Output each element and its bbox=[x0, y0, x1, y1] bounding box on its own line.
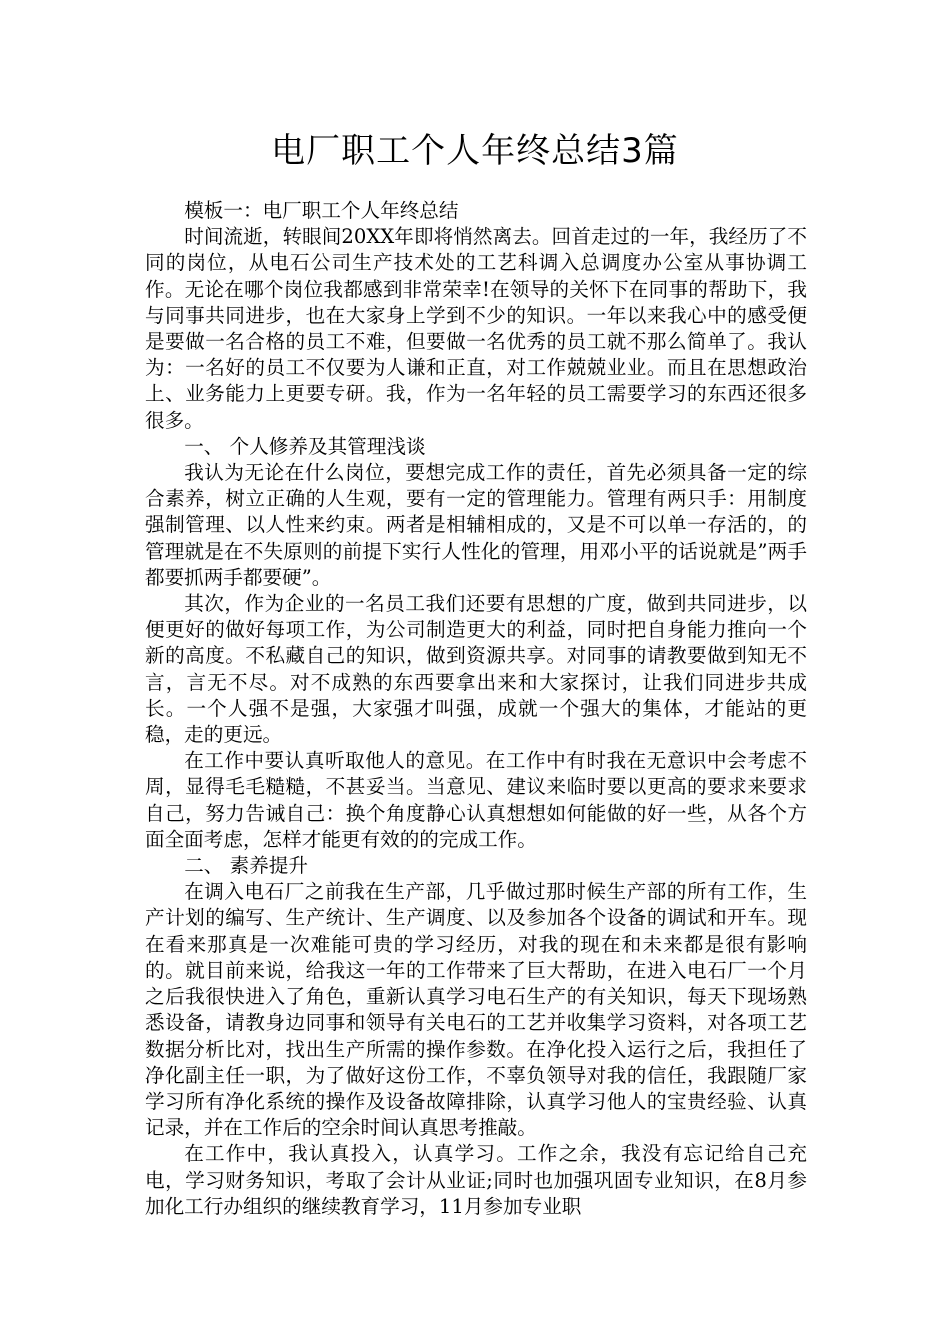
section-heading: 一、 个人修养及其管理浅谈 bbox=[184, 434, 426, 458]
paragraph: 我认为无论在什么岗位，要想完成工作的责任，首先必须具备一定的综合素养，树立正确的人生观，要有一定的管理能力。管理有两只手：用制度强制管理、以人性来约束。两者是相辅相成的，又是不可以单一存活的，的管理就是在不失原则的前提下实行人性化的管理，用邓小平的话说就是”两手都要抓两手都要硬”。 bbox=[145, 461, 807, 589]
paragraph: 其次，作为企业的一名员工我们还要有思想的广度，做到共同进步，以便更好的做好每项工作，为公司制造更大的利益，同时把自身能力推向一个新的高度。不私藏自己的知识，做到资源共享。对同事的请教要做到知无不言，言无不尽。对不成熟的东西要拿出来和大家探讨，让我们同进步共成长。一个人强不是强，大家强才叫强，成就一个强大的集体，才能站的更稳，走的更远。 bbox=[145, 592, 807, 747]
paragraph: 时间流逝，转眼间20XX年即将悄然离去。回首走过的一年，我经历了不同的岗位，从电石公司生产技术处的工艺科调入总调度办公室从事协调工作。无论在哪个岗位我都感到非常荣幸!在领导的关怀下在同事的帮助下，我与同事共同进步，也在大家身上学到不少的知识。一年以来我心中的感受便是要做一名合格的员工不难，但要做一名优秀的员工就不那么简单了。我认为：一名好的员工不仅要为人谦和正直，对工作兢兢业业。而且在思想政治上、业务能力上更要专研。我，作为一名年轻的员工需要学习的东西还很多很多。 bbox=[145, 225, 807, 432]
document-body bbox=[145, 198, 807, 1220]
paragraph: 在调入电石厂之前我在生产部，几乎做过那时候生产部的所有工作，生产计划的编写、生产统计、生产调度、以及参加各个设备的调试和开车。现在看来那真是一次难能可贵的学习经历，对我的现在和未来都是很有影响的。就目前来说，给我这一年的工作带来了巨大帮助，在进入电石厂一个月之后我很快进入了角色，重新认真学习电石生产的有关知识，每天下现场熟悉设备，请教身边同事和领导有关电石的工艺并收集学习资料，对各项工艺数据分析比对，找出生产所需的操作参数。在净化投入运行之后，我担任了净化副主任一职，为了做好这份工作，不辜负领导对我的信任，我跟随厂家学习所有净化系统的操作及设备故障排除，认真学习他人的宝贵经验、认真记录，并在工作后的空余时间认真思考推敲。 bbox=[145, 880, 807, 1140]
section-heading: 二、 素养提升 bbox=[184, 854, 308, 878]
section-label: 模板一：电厂职工个人年终总结 bbox=[184, 199, 459, 222]
paragraph: 在工作中，我认真投入，认真学习。工作之余，我没有忘记给自己充电，学习财务知识，考取了会计从业证;同时也加强巩固专业知识，在8月参加化工行办组织的继续教育学习，11月参加专业职 bbox=[145, 1142, 807, 1218]
document-title: 电厂职工个人年终总结3篇 bbox=[271, 131, 679, 171]
paragraph: 在工作中要认真听取他人的意见。在工作中有时我在无意识中会考虑不周，显得毛毛糙糙，不甚妥当。当意见、建议来临时要以更高的要求来要求自己，努力告诫自己：换个角度静心认真想想如何能做的好一些，从各个方面全面考虑，怎样才能更有效的的完成工作。 bbox=[145, 749, 807, 851]
